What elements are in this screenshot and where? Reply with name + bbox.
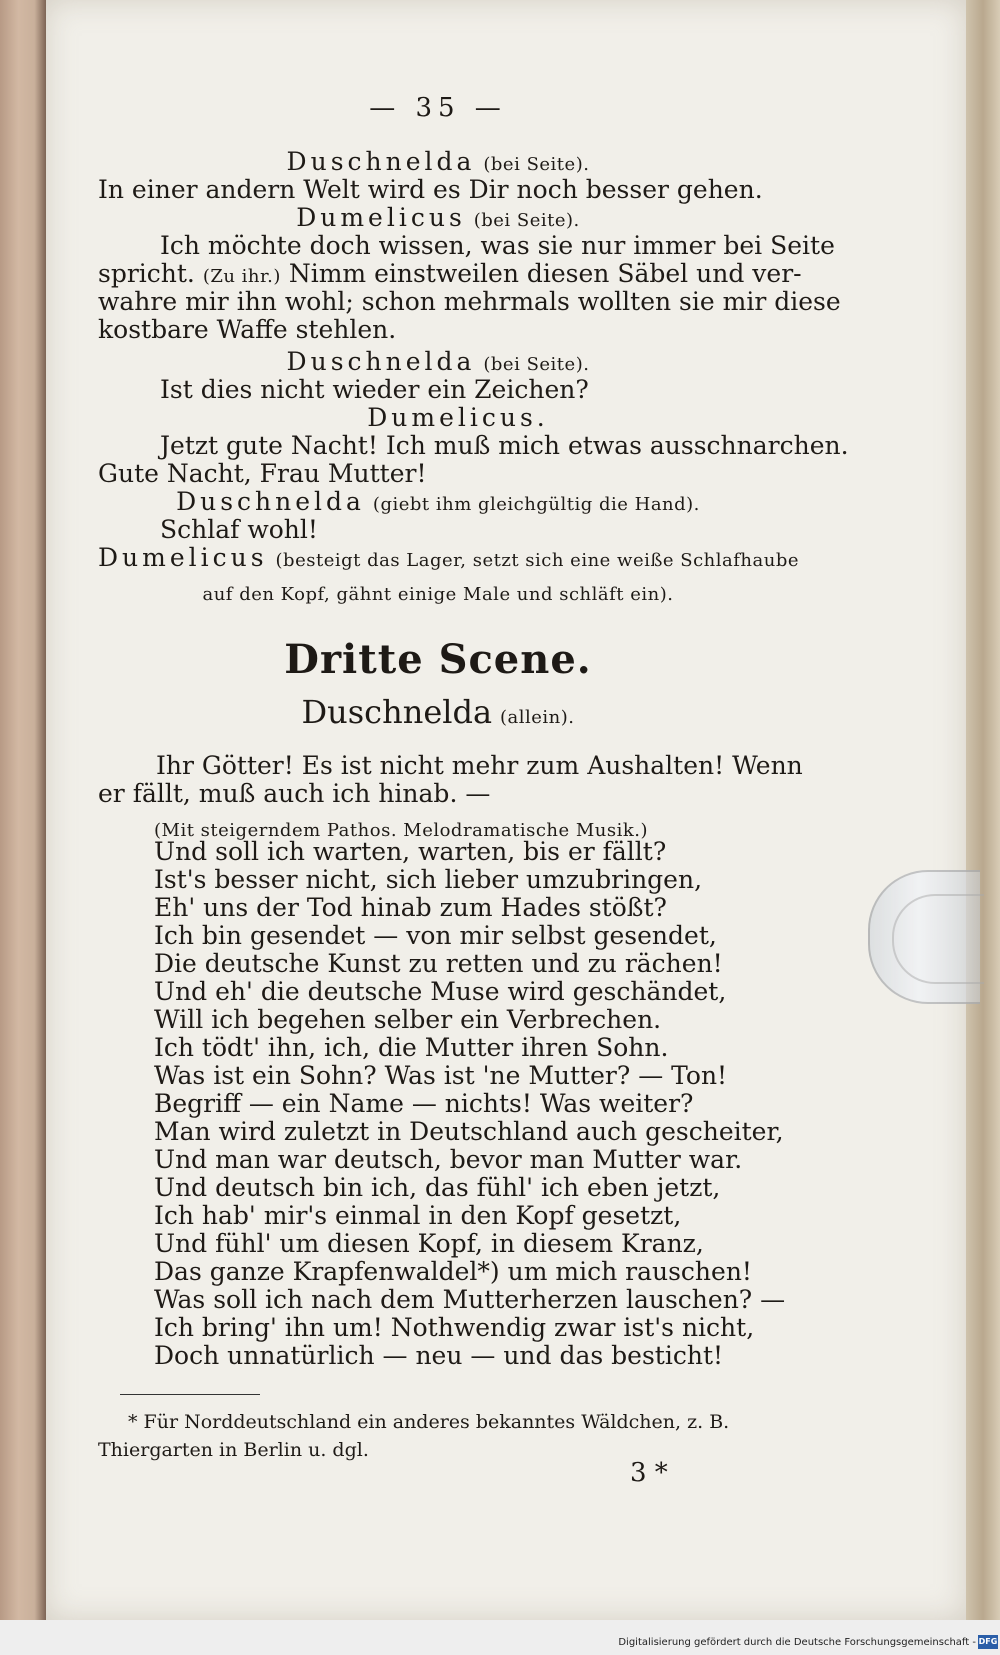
verse-line: Man wird zuletzt in Deutschland auch gescheiter,: [154, 1117, 784, 1146]
page-clip: [868, 870, 980, 1004]
dfg-logo: DFG: [978, 1635, 998, 1649]
stage-direction: (allein).: [500, 707, 575, 728]
speech-line: Ihr Götter! Es ist nicht mehr zum Aushalten! Wenn: [156, 751, 803, 780]
dialogue-line: Gute Nacht, Frau Mutter!: [98, 459, 427, 488]
dialogue-line: Jetzt gute Nacht! Ich muß mich etwas ausschnarchen.: [160, 431, 849, 460]
scene-title: Dritte Scene.: [284, 636, 592, 683]
speaker-line: [98, 404, 798, 431]
speaker-name: Dumelicus: [98, 543, 268, 572]
scene-speaker-line: [98, 694, 778, 731]
speaker-name: Duschnelda: [176, 487, 365, 516]
speaker-line: [98, 148, 778, 178]
digitization-credit: Digitalisierung gefördert durch die Deutsche Forschungsgemeinschaft -: [618, 1637, 976, 1648]
stage-direction: (bei Seite).: [483, 154, 590, 175]
stage-direction: (Mit steigerndem Pathos. Melodramatische Musik.): [154, 820, 649, 841]
dialogue-line: Ist dies nicht wieder ein Zeichen?: [160, 375, 589, 404]
verse-line: Doch unnatürlich — neu — und das besticht!: [154, 1341, 724, 1370]
speaker-name: Duschnelda: [286, 347, 476, 376]
previous-page-edge: [0, 0, 46, 1655]
signature-mark: 3 *: [630, 1458, 668, 1488]
scene-speaker: Duschnelda: [301, 693, 493, 731]
speaker-name: Dumelicus: [296, 203, 466, 232]
dialogue-fragment: Nimm einstweilen diesen Säbel und ver-: [288, 259, 802, 288]
stage-direction: (besteigt das Lager, setzt sich eine weiße Schlafhaube: [275, 550, 800, 571]
verse-line: Das ganze Krapfenwaldel*) um mich rauschen!: [154, 1257, 752, 1286]
stage-direction: (bei Seite).: [483, 354, 590, 375]
stage-direction: (giebt ihm gleichgültig die Hand).: [372, 494, 700, 515]
speaker-line: [98, 488, 778, 518]
footnote-divider: [120, 1394, 260, 1395]
page-clip-ring: [892, 894, 984, 984]
dialogue-line: In einer andern Welt wird es Dir noch besser gehen.: [98, 175, 763, 204]
verse-line: Will ich begehen selber ein Verbrechen.: [154, 1005, 662, 1034]
dialogue-line: wahre mir ihn wohl; schon mehrmals wollten sie mir diese: [98, 287, 841, 316]
page-number: — 35 —: [369, 93, 507, 123]
dialogue-line: Ich möchte doch wissen, was sie nur immer bei Seite: [160, 231, 835, 260]
verse-line: Ist's besser nicht, sich lieber umzubringen,: [154, 865, 703, 894]
footnote-line: * Für Norddeutschland ein anderes bekanntes Wäldchen, z. B.: [128, 1411, 730, 1433]
dialogue-line: Schlaf wohl!: [160, 515, 318, 544]
dialogue-line: [98, 259, 802, 290]
verse-line: Eh' uns der Tod hinab zum Hades stößt?: [154, 893, 667, 922]
verse-line: Und soll ich warten, warten, bis er fällt?: [154, 837, 667, 866]
verse-line: Was soll ich nach dem Mutterherzen lauschen? —: [154, 1285, 786, 1314]
speaker-name: Duschnelda: [286, 147, 476, 176]
verse-line: Und man war deutsch, bevor man Mutter war.: [154, 1145, 743, 1174]
page-stack-edge: [966, 0, 1000, 1620]
stage-direction-line: [98, 578, 778, 608]
verse-line: Ich hab' mir's einmal in den Kopf gesetzt,: [154, 1201, 682, 1230]
verse-line: Und fühl' um diesen Kopf, in diesem Kranz,: [154, 1229, 704, 1258]
verse-line: Begriff — ein Name — nichts! Was weiter?: [154, 1089, 694, 1118]
speaker-line: [98, 204, 778, 234]
verse-line: Die deutsche Kunst zu retten und zu rächen!: [154, 949, 723, 978]
stage-direction: (bei Seite).: [473, 210, 580, 231]
verse-line: Und eh' die deutsche Muse wird geschändet,: [154, 977, 727, 1006]
dialogue-line: kostbare Waffe stehlen.: [98, 315, 397, 344]
footnote-line: Thiergarten in Berlin u. dgl.: [98, 1439, 369, 1461]
stage-direction: auf den Kopf, gähnt einige Male und schläft ein).: [202, 584, 674, 605]
speaker-line: [98, 348, 778, 378]
speaker-line: [98, 543, 800, 574]
verse-line: Ich bring' ihn um! Nothwendig zwar ist's nicht,: [154, 1313, 755, 1342]
verse-line: Ich bin gesendet — von mir selbst gesendet,: [154, 921, 717, 950]
speaker-name: Dumelicus.: [367, 403, 549, 432]
verse-line: Ich tödt' ihn, ich, die Mutter ihren Sohn.: [154, 1033, 669, 1062]
verse-line: Was ist ein Sohn? Was ist 'ne Mutter? — Ton!: [154, 1061, 728, 1090]
speech-line: er fällt, muß auch ich hinab. —: [98, 779, 491, 808]
dialogue-fragment: spricht.: [98, 259, 195, 288]
verse-line: Und deutsch bin ich, das fühl' ich eben jetzt,: [154, 1173, 721, 1202]
stage-direction: (Zu ihr.): [202, 266, 281, 287]
